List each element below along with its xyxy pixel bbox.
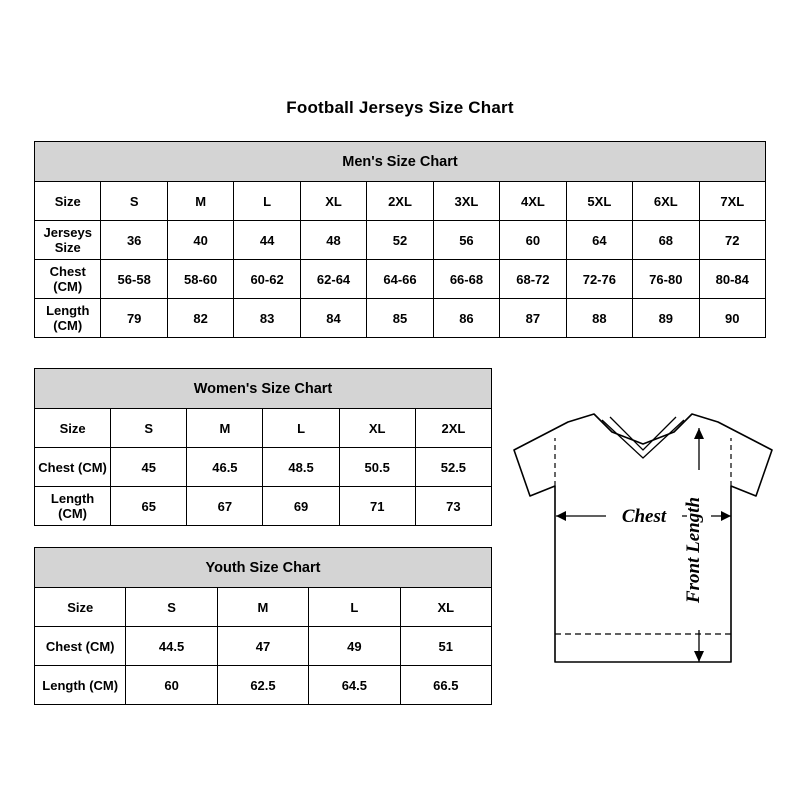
table-row (35, 666, 492, 705)
table-cell: 68-72 (500, 260, 566, 299)
table-cell: 45 (111, 448, 187, 487)
table-cell: 73 (415, 487, 491, 526)
row-header: Jerseys Size (35, 221, 101, 260)
table-cell: 72 (699, 221, 765, 260)
table-cell: 89 (633, 299, 699, 338)
table-cell: L (309, 588, 400, 627)
table-cell: S (126, 588, 217, 627)
table-cell: 64.5 (309, 666, 400, 705)
table-cell: 56-58 (101, 260, 167, 299)
table-cell: L (234, 182, 300, 221)
table-cell: 48 (300, 221, 366, 260)
row-header: Chest (CM) (35, 448, 111, 487)
table-cell: 48.5 (263, 448, 339, 487)
table-row (35, 260, 766, 299)
womens-size-chart-table (34, 368, 492, 526)
table-cell: 56 (433, 221, 499, 260)
youth-table-caption: Youth Size Chart (35, 548, 492, 588)
table-cell: 60-62 (234, 260, 300, 299)
table-row (35, 588, 492, 627)
table-cell: 85 (367, 299, 433, 338)
table-cell: 82 (167, 299, 233, 338)
table-cell: 5XL (566, 182, 632, 221)
table-cell: XL (300, 182, 366, 221)
table-cell: M (187, 409, 263, 448)
table-cell: 7XL (699, 182, 765, 221)
row-header: Size (35, 588, 126, 627)
table-cell: 6XL (633, 182, 699, 221)
table-cell: 62-64 (300, 260, 366, 299)
row-header: Length (CM) (35, 487, 111, 526)
mens-table-caption: Men's Size Chart (35, 142, 766, 182)
table-cell: 50.5 (339, 448, 415, 487)
table-cell: 72-76 (566, 260, 632, 299)
table-cell: 51 (400, 627, 491, 666)
table-cell: 60 (126, 666, 217, 705)
table-cell: 67 (187, 487, 263, 526)
table-cell: 68 (633, 221, 699, 260)
table-cell: 84 (300, 299, 366, 338)
table-cell: 71 (339, 487, 415, 526)
table-cell: 49 (309, 627, 400, 666)
table-cell: 88 (566, 299, 632, 338)
table-cell: M (167, 182, 233, 221)
table-row (35, 448, 492, 487)
table-cell: 80-84 (699, 260, 765, 299)
table-cell: S (111, 409, 187, 448)
front-length-label: Front Length (683, 496, 704, 604)
table-cell: 69 (263, 487, 339, 526)
youth-size-chart-table (34, 547, 492, 705)
table-cell: 90 (699, 299, 765, 338)
table-cell: 44 (234, 221, 300, 260)
table-cell: 76-80 (633, 260, 699, 299)
table-cell: 66-68 (433, 260, 499, 299)
row-header: Chest (CM) (35, 260, 101, 299)
table-cell: 86 (433, 299, 499, 338)
table-caption-row (35, 548, 492, 588)
table-row (35, 487, 492, 526)
mens-size-chart-table (34, 141, 766, 338)
row-header: Length (CM) (35, 666, 126, 705)
page-title: Football Jerseys Size Chart (286, 98, 514, 117)
table-cell: XL (400, 588, 491, 627)
table-caption-row (35, 142, 766, 182)
row-header: Size (35, 409, 111, 448)
table-row (35, 182, 766, 221)
table-cell: 65 (111, 487, 187, 526)
table-cell: 52 (367, 221, 433, 260)
table-cell: L (263, 409, 339, 448)
table-caption-row (35, 369, 492, 409)
table-row (35, 627, 492, 666)
table-cell: 40 (167, 221, 233, 260)
table-row (35, 221, 766, 260)
table-cell: M (217, 588, 308, 627)
table-cell: 3XL (433, 182, 499, 221)
table-cell: XL (339, 409, 415, 448)
table-cell: 47 (217, 627, 308, 666)
chest-label: Chest (621, 506, 667, 527)
row-header: Chest (CM) (35, 627, 126, 666)
table-cell: 2XL (415, 409, 491, 448)
table-cell: 4XL (500, 182, 566, 221)
table-row (35, 299, 766, 338)
table-row (35, 409, 492, 448)
table-cell: 44.5 (126, 627, 217, 666)
table-cell: 36 (101, 221, 167, 260)
table-cell: 83 (234, 299, 300, 338)
table-cell: 64 (566, 221, 632, 260)
table-cell: 46.5 (187, 448, 263, 487)
womens-table-caption: Women's Size Chart (35, 369, 492, 409)
table-cell: 62.5 (217, 666, 308, 705)
table-cell: 87 (500, 299, 566, 338)
table-cell: 64-66 (367, 260, 433, 299)
table-cell: 66.5 (400, 666, 491, 705)
jersey-diagram (498, 398, 788, 688)
table-cell: 79 (101, 299, 167, 338)
row-header: Length (CM) (35, 299, 101, 338)
table-cell: 52.5 (415, 448, 491, 487)
table-cell: S (101, 182, 167, 221)
table-cell: 60 (500, 221, 566, 260)
table-cell: 2XL (367, 182, 433, 221)
table-cell: 58-60 (167, 260, 233, 299)
row-header: Size (35, 182, 101, 221)
